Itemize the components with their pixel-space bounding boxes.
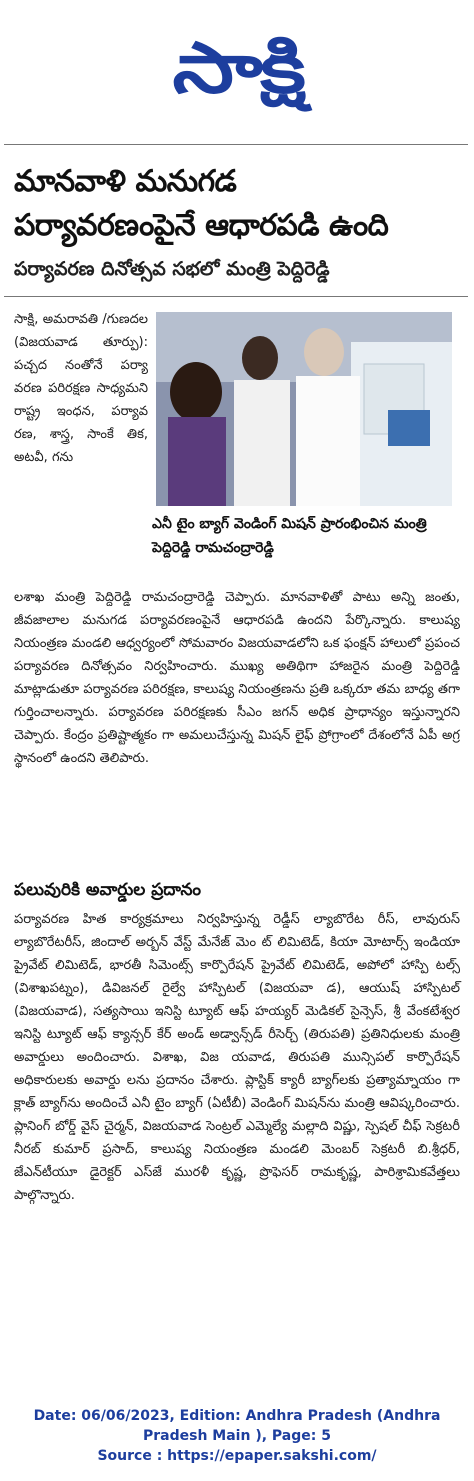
intro-column: సాక్షి, అమరావతి /గుణదల (విజయవాడ తూర్పు): పచ్చద నంతోనే పర్యా వరణ పరిరక్షణ సాధ్యమని రాష్ట్ర ఇంధన, పర్యావ రణ, శాస్త్ర, సాంకే తిక, అటవీ, గను: [14, 312, 148, 465]
sakshi-logo: సాక్షి: [172, 27, 304, 109]
footer-page: Pradesh Main ), Page: 5: [143, 1428, 331, 1444]
event-photo-graphic: [156, 312, 452, 506]
masthead: [0, 0, 474, 140]
photo-caption: ఎనీ టైం బ్యాగ్ వెండింగ్ మిషన్ ప్రారంభించిన మంత్రి పెద్దిరెడ్డి రామచంద్రారెడ్డి: [152, 516, 427, 556]
source-footer: [0, 1406, 474, 1466]
event-photo: [156, 312, 452, 506]
subheadline-divider: [4, 296, 468, 297]
footer-date-edition: Date: 06/06/2023, Edition: Andhra Pradesh (Andhra: [33, 1408, 441, 1424]
headline-line-2: పర్యావరణంపైనే ఆధారపడి ఉంది: [14, 208, 389, 243]
subheadline: పర్యావరణ దినోత్సవ సభలో మంత్రి పెద్దిరెడ్డి: [14, 258, 330, 280]
body-paragraph-2: పర్యావరణ హిత కార్యక్రమాలు నిర్వహిస్తున్న రెడ్డీస్ ల్యాబొరేట రీస్, లావురుస్ ల్యాబొరేటరీస్, జిందాల్ అర్బన్ వేస్ట్ మేనేజ్ మెం ట్ లిమిటెడ్, కియా మోటార్స్ ఇండియా ప్రైవేట్ లిమిటెడ్, భారతీ సిమెంట్స్ కార్పొరేషన్ ప్రైవేట్ లిమిటెడ్, అపోలో హాస్పి టల్స్ (విశాఖపట్నం), డివిజనల్ రైల్వే హాస్పిటల్ (విజయవా డ), ఆయుష్ హాస్పిటల్ (విజయవాడ), సత్యసాయి ఇనిస్టి ట్యూట్ ఆఫ్ హయ్యర్ మెడికల్ సైన్సెస్, శ్రీ వేంకటేశ్వర ఇనిస్టి ట్యూట్ ఆఫ్ క్యాన్సర్ కేర్ అండ్ అడ్వాన్స్‌డ్ రీసెర్చ్ (తిరుపతి) ప్రతినిధులకు మంత్రి అవార్డులు అందించారు. విశాఖ, విజ యవాడ, తిరుపతి మున్సిపల్ కార్పొరేషన్ అధికారులకు అవార్డు లను ప్రదానం చేశారు. ప్లాస్టిక్ క్యారీ బ్యాగ్‌లకు ప్రత్యామ్నాయం గా క్లాత్ బ్యాగ్‌ను అందించే ఎనీ టైం బ్యాగ్ (ఏటీబీ) వెండింగ్ మిషన్‌ను మంత్రి ఆవిష్కరించారు. ప్లానింగ్ బోర్డ్ వైస్ చైర్మన్, విజయవాడ సెంట్రల్ ఎమ్మెల్యే మల్లాది విష్ణు, స్పెషల్ చీఫ్ సెక్రటరీ నీరబ్ కుమార్ ప్రసాద్, కాలుష్య నియంత్రణ మండలి మెంబర్ సెక్రటరీ బి.శ్రీధర్, జేఎన్‌టీయూ డైరెక్టర్ ఎస్‌జే మురళీ కృష్ణ, ప్రొఫెసర్ రామకృష్ణ, పారిశ్రామికవేత్తలు పాల్గొన్నారు.: [14, 912, 460, 1203]
body-paragraph-1: లశాఖ మంత్రి పెద్దిరెడ్డి రామచంద్రారెడ్డి చెప్పారు. మానవాళితో పాటు అన్ని జంతు, జీవజాలాల మనుగడ పర్యావరణంపైనే ఆధారపడి ఉందని పేర్కొన్నారు. కాలుష్య నియంత్రణ మండలి ఆధ్వర్యంలో సోమవారం విజయవాడలోని ఒక ఫంక్షన్ హాలులో ప్రపంచ పర్యావరణ దినోత్సవం నిర్వహించారు. ముఖ్య అతిథిగా హాజరైన మంత్రి పెద్దిరెడ్డి మాట్లాడుతూ పర్యావరణ పరిరక్షణ, కాలుష్య నియంత్రణను ప్రతి ఒక్కరూ తమ బాధ్య తగా గుర్తించాలన్నారు. పర్యావరణ పరిరక్షణకు సీఎం జగన్ అధిక ప్రాధాన్యం ఇస్తున్నారని చెప్పారు. కేంద్రం ప్రతిష్టాత్మకం గా అమలుచేస్తున్న మిషన్ లైఫ్ ప్రోగ్రాంలో దేశంలోనే ఏపీ అగ్ర స్థానంలో ఉందని తెలిపారు.: [14, 590, 460, 766]
headline-line-1: మానవాళి మనుగడ: [14, 164, 237, 199]
top-divider: [4, 144, 468, 145]
footer-source: Source : https://epaper.sakshi.com/: [97, 1448, 377, 1464]
section-title: పలువురికి అవార్డుల ప్రదానం: [14, 880, 202, 900]
